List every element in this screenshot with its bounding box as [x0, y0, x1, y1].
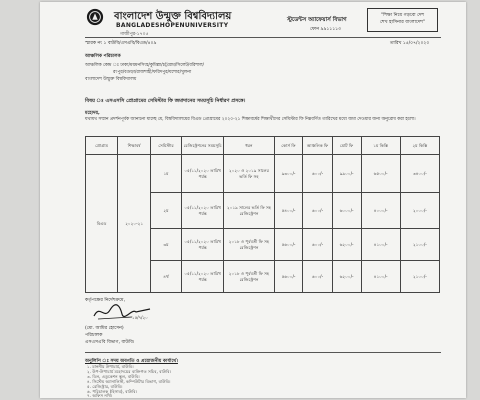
table-header: ২য় কিস্তি	[400, 137, 439, 155]
table-header: কোর্স ফি	[274, 137, 303, 155]
program-cell: বিএড	[86, 155, 118, 293]
document-page	[40, 2, 466, 398]
course-fee-cell: ৫৬০০/-	[274, 261, 303, 293]
total-fee-cell: ৬২০০/-	[332, 229, 361, 261]
total-fee-cell: ৬০০০/-	[332, 193, 361, 229]
installment-2-cell: ২০০০/-	[400, 193, 439, 229]
slogan-box	[367, 8, 438, 32]
semester-cell: ৩য়	[151, 229, 182, 261]
cc-item: ৬. পরিচালক (হিসাব), বাউবি।	[87, 389, 138, 394]
type-cell: ২০১৮ ও পূর্ববর্তী ফি সহ রেজিস্ট্রেশন	[224, 229, 274, 261]
installment-1-cell: ৪০০০/-	[361, 193, 400, 229]
region-fee-cell: ৬০০/-	[303, 193, 332, 229]
region-fee-cell: ৬০০/-	[303, 155, 332, 193]
department-name: স্টুডেন্টস অ্যাফেয়ার্স বিভাগ	[287, 17, 347, 23]
cc-item: ১. মাননীয় উপাচার্য, বাউবি।	[87, 364, 134, 369]
semester-cell: ১ম	[151, 155, 182, 193]
course-fee-cell: ৫৬০০/-	[274, 229, 303, 261]
session-cell: ২০২০-২১	[118, 155, 151, 293]
installment-2-cell: ২১০০/-	[400, 261, 439, 293]
table-header: আঞ্চলিক ফি	[303, 137, 332, 155]
table-header: শিক্ষাবর্ষ	[118, 137, 151, 155]
header-divider	[85, 37, 441, 38]
total-fee-cell: ৬২০০/-	[332, 261, 361, 293]
table-header: সেমিস্টার	[151, 137, 182, 155]
installment-2-cell: ২১০০/-	[400, 229, 439, 261]
cc-item: ৩. ডিন, এডুকেশন স্কুল, বাউবি।	[87, 374, 140, 379]
cc-item: ২. উপ-উপাচার্য মহোদয়ের ব্যক্তিগত সচিব, বাউবি।	[87, 369, 172, 374]
installment-1-cell: ৪১০০/-	[361, 261, 400, 293]
table-header: মোট ফি	[332, 137, 361, 155]
signer-department: এসএসএবি বিভাগ, বাউবি।	[85, 340, 135, 345]
department-phone: ফোন ৯৯১১১১৩	[310, 27, 341, 32]
installment-1-cell: ৬৫০০/-	[361, 155, 400, 193]
subject-line: বিষয় ঃ এসএসসি প্রোগ্রামের সেমিস্টার ফি জমাদানের সময়সূচি নির্ধারণ প্রসঙ্গে।	[85, 98, 246, 104]
recipient-title: আঞ্চলিক পরিচালক	[85, 54, 121, 59]
recipient-line: বাংলাদেশ উন্মুক্ত বিশ্ববিদ্যালয়	[85, 77, 137, 82]
memo-date: তারিখ ১৫/০৭/২০২০	[390, 41, 430, 46]
signer-title: পরিচালক	[85, 333, 103, 338]
signoff-text: কর্তৃপক্ষের নির্দেশক্রমে,	[85, 298, 126, 303]
table-row	[86, 155, 440, 193]
type-cell: ২০১৯ সালের ভর্তি ফি সহ রেজিস্ট্রেশন	[224, 193, 274, 229]
table-header: রেজিস্ট্রেশনের সময়সূচি	[181, 137, 223, 155]
type-cell: ২০২০ ও ২০১৯ সালের ভর্তি ফি সহ	[224, 155, 274, 193]
signature-date: ১৫/৭/২০	[132, 315, 148, 320]
university-name-bn: বাংলাদেশ উন্মুক্ত বিশ্ববিদ্যালয়	[114, 11, 232, 22]
table-header: ধরন	[224, 137, 274, 155]
table-header: ১ম কিস্তি	[361, 137, 400, 155]
cc-item: ৭. অফিস নথি।	[87, 393, 113, 398]
slogan-line-1: "শিক্ষা নিয়ে গড়বো দেশ	[380, 13, 425, 18]
fee-table	[85, 136, 440, 293]
cc-item: ৪. সিস্টেম অ্যানালিস্ট, কম্পিউটার বিভাগ, বাউবি।	[87, 379, 171, 384]
recipient-line: রংপুর/বগুড়া/রাজশাহী/ফরিদপুর/যশোর/খুলনা	[113, 70, 192, 75]
type-cell: ২০১৮ ও পূর্ববর্তী ফি সহ রেজিস্ট্রেশন	[224, 261, 274, 293]
cc-divider	[85, 352, 441, 353]
cc-heading: অনুলিপি ঃ সদয় অবগতি ও প্রয়োজনীয় কার্যার্থে।	[85, 359, 178, 364]
body-paragraph: যথাযথ সম্মান প্রদর্শনপূর্বক জানানো যাচ্ছে যে, বিশ্ববিদ্যালয়ের বিএড প্রোগ্রামের ২০২০-২১ শিক্ষাবর্ষের শিক্ষার্থীদের সেমিস্টার ফি নিম্নবর্ণিত তারিখের মধ্যে জমা দেওয়ার জন্য অনুরোধ করা হলো।	[85, 117, 416, 122]
memo-number: স্মারক নং ১ বাউবি/এসএবি/বিএড/৪০৯	[85, 41, 157, 46]
university-logo-icon	[86, 8, 104, 26]
salutation: মহোদয়,	[85, 111, 100, 116]
signer-name: (মো. আমির হোসেন)	[85, 326, 124, 331]
table-header: প্রোগ্রাম	[86, 137, 118, 155]
date-cell: ০৫/১১/২০২০ তারিখ পর্যন্ত	[181, 193, 223, 229]
slogan-line-2: শেখ হাসিনার বাংলাদেশ"	[380, 20, 425, 25]
date-cell: ০৫/১১/২০২০ তারিখ পর্যন্ত	[181, 155, 223, 193]
installment-2-cell: ৩৪০০/-	[400, 155, 439, 193]
date-cell: ০৫/১১/২০২০ তারিখ পর্যন্ত	[181, 229, 223, 261]
university-address: গাজীপুর-১৭০৫	[120, 32, 149, 37]
course-fee-cell: ৫৪০০/-	[274, 193, 303, 229]
recipient-line: আঞ্চলিক কেন্দ্র ঃ ঢাকা/ময়মনসিংহ/কুমিল্লা/চট্টগ্রাম/সিলেট/বরিশাল/	[85, 63, 204, 68]
region-fee-cell: ৬০০/-	[303, 229, 332, 261]
course-fee-cell: ৯৩০০/-	[274, 155, 303, 193]
semester-cell: ৪র্থ	[151, 261, 182, 293]
region-fee-cell: ৬০০/-	[303, 261, 332, 293]
university-name-en: BANGLADESHOPENUNIVERSITY	[116, 22, 229, 29]
installment-1-cell: ৪১০০/-	[361, 229, 400, 261]
cc-item: ৫. রেজিস্ট্রার, বাউবি।	[87, 384, 123, 389]
semester-cell: ২য়	[151, 193, 182, 229]
total-fee-cell: ৯৯০০/-	[332, 155, 361, 193]
date-cell: ০৫/১১/২০২০ তারিখ পর্যন্ত	[181, 261, 223, 293]
